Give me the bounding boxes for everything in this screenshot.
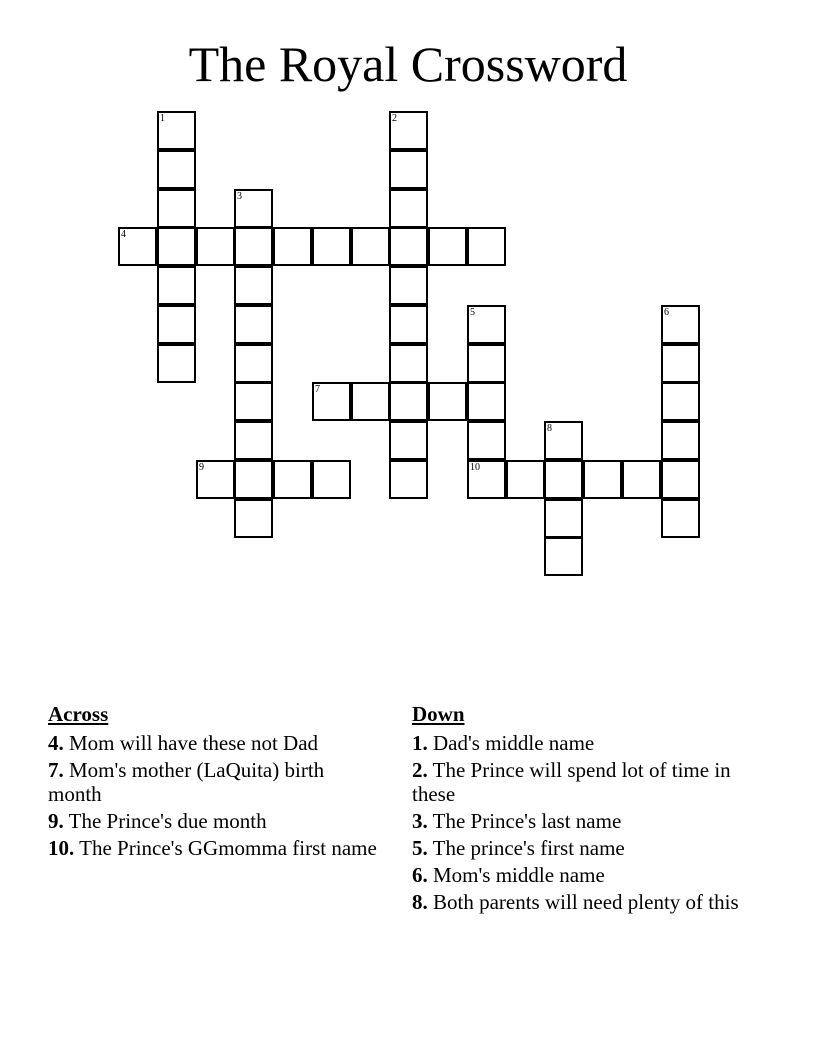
grid-cell[interactable] (467, 227, 506, 266)
grid-cell[interactable] (389, 266, 428, 305)
clue-number: 2. (412, 758, 428, 782)
grid-cell[interactable] (234, 344, 273, 383)
grid-cell[interactable] (234, 421, 273, 460)
grid-cell[interactable] (661, 421, 700, 460)
clue-number: 7. (48, 758, 64, 782)
grid-cell[interactable] (428, 227, 467, 266)
grid-cell[interactable] (234, 227, 273, 266)
grid-cell[interactable] (157, 305, 196, 344)
grid-cell[interactable] (389, 150, 428, 189)
clue-across-4 (48, 731, 378, 755)
clue-number-label: 9 (199, 462, 204, 473)
grid-cell[interactable] (661, 460, 700, 499)
grid-cell[interactable] (661, 382, 700, 421)
clue-text: Mom will have these not Dad (69, 731, 319, 755)
grid-cell[interactable] (157, 150, 196, 189)
grid-cell[interactable] (661, 344, 700, 383)
clue-across-7 (48, 758, 378, 806)
clue-number: 8. (412, 890, 428, 914)
grid-cell[interactable] (389, 111, 428, 150)
down-heading: Down (412, 702, 465, 726)
grid-cell[interactable] (312, 382, 351, 421)
grid-cell[interactable] (544, 421, 583, 460)
clue-text: The Prince's GGmomma first name (79, 836, 377, 860)
grid-cell[interactable] (661, 305, 700, 344)
clue-number: 10. (48, 836, 75, 860)
grid-cell[interactable] (389, 382, 428, 421)
grid-cell[interactable] (428, 382, 467, 421)
grid-cell[interactable] (157, 344, 196, 383)
clue-down-8 (412, 890, 742, 914)
grid-cell[interactable] (583, 460, 622, 499)
clue-text: Mom's mother (LaQuita) birth month (48, 758, 325, 806)
grid-cell[interactable] (389, 460, 428, 499)
grid-cell[interactable] (234, 499, 273, 538)
clue-number: 3. (412, 809, 428, 833)
across-clues (48, 702, 378, 863)
grid-cell[interactable] (467, 344, 506, 383)
clue-number: 4. (48, 731, 64, 755)
clue-number-label: 7 (315, 384, 320, 395)
grid-cell[interactable] (506, 460, 545, 499)
grid-cell[interactable] (351, 382, 390, 421)
grid-cell[interactable] (661, 499, 700, 538)
grid-cell[interactable] (234, 305, 273, 344)
grid-cell[interactable] (234, 266, 273, 305)
grid-cell[interactable] (196, 227, 235, 266)
clue-text: Dad's middle name (433, 731, 595, 755)
clue-number: 9. (48, 809, 64, 833)
grid-cell[interactable] (312, 460, 351, 499)
clue-text: The Prince will spend lot of time in these (412, 758, 731, 806)
grid-cell[interactable] (544, 537, 583, 576)
clue-number-label: 1 (160, 113, 165, 124)
grid-cell[interactable] (196, 460, 235, 499)
clue-down-5 (412, 836, 742, 860)
grid-cell[interactable] (467, 382, 506, 421)
grid-cell[interactable] (467, 421, 506, 460)
grid-cell[interactable] (467, 460, 506, 499)
down-clues (412, 702, 742, 917)
clue-number: 5. (412, 836, 428, 860)
clue-number-label: 4 (121, 229, 126, 240)
page-title: The Royal Crossword (188, 36, 628, 92)
across-heading: Across (48, 702, 109, 726)
clue-across-9 (48, 809, 378, 833)
clue-text: The Prince's due month (68, 809, 267, 833)
grid-cell[interactable] (544, 499, 583, 538)
grid-cell[interactable] (234, 382, 273, 421)
grid-cell[interactable] (351, 227, 390, 266)
grid-cell[interactable] (234, 460, 273, 499)
clue-text: Both parents will need plenty of this (433, 890, 739, 914)
clue-number-label: 8 (547, 423, 552, 434)
clue-number-label: 10 (470, 462, 480, 473)
clue-down-2 (412, 758, 742, 806)
grid-cell[interactable] (389, 344, 428, 383)
grid-cell[interactable] (118, 227, 157, 266)
clue-down-3 (412, 809, 742, 833)
clue-text: The prince's first name (432, 836, 625, 860)
clue-number: 6. (412, 863, 428, 887)
grid-cell[interactable] (622, 460, 661, 499)
clue-number-label: 6 (664, 307, 669, 318)
grid-cell[interactable] (312, 227, 351, 266)
grid-cell[interactable] (157, 189, 196, 228)
grid-cell[interactable] (389, 305, 428, 344)
grid-cell[interactable] (467, 305, 506, 344)
grid-cell[interactable] (389, 421, 428, 460)
clue-text: Mom's middle name (433, 863, 605, 887)
grid-cell[interactable] (157, 227, 196, 266)
clue-text: The Prince's last name (432, 809, 622, 833)
grid-cell[interactable] (273, 460, 312, 499)
grid-cell[interactable] (234, 189, 273, 228)
clue-down-6 (412, 863, 742, 887)
clue-down-1 (412, 731, 742, 755)
grid-cell[interactable] (389, 189, 428, 228)
clue-number-label: 3 (237, 191, 242, 202)
clue-across-10 (48, 836, 378, 860)
grid-cell[interactable] (157, 266, 196, 305)
clue-number-label: 2 (392, 113, 397, 124)
grid-cell[interactable] (273, 227, 312, 266)
grid-cell[interactable] (157, 111, 196, 150)
grid-cell[interactable] (544, 460, 583, 499)
grid-cell[interactable] (389, 227, 428, 266)
clue-number-label: 5 (470, 307, 475, 318)
clue-number: 1. (412, 731, 428, 755)
